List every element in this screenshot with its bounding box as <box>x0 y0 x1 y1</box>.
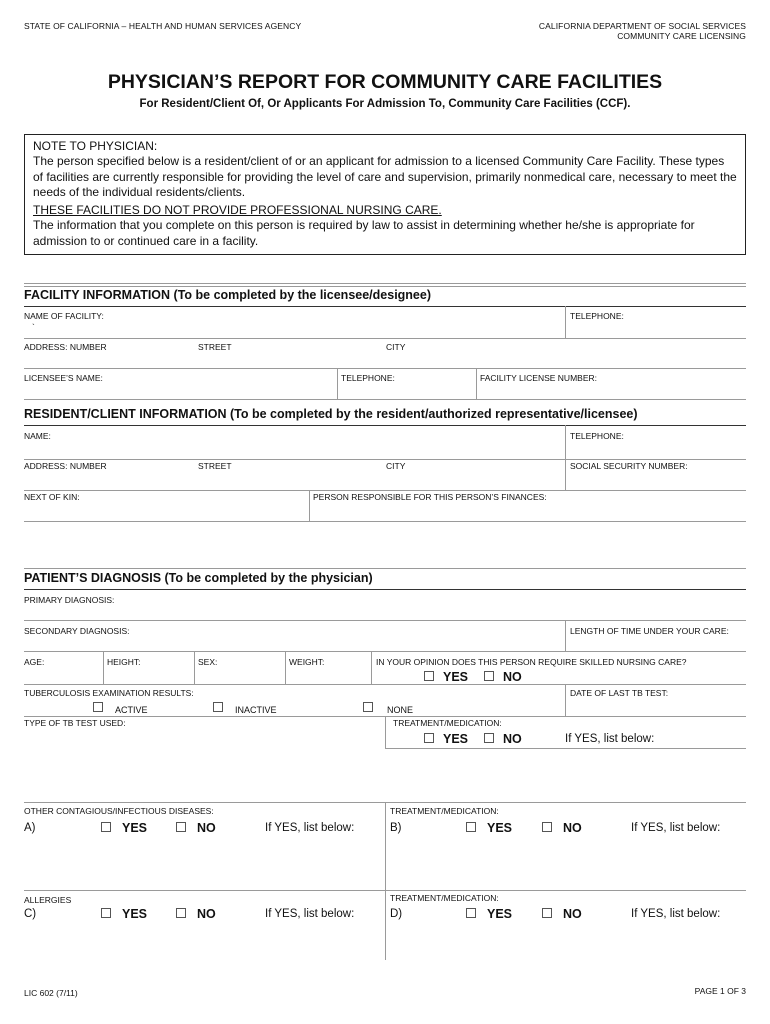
resident-telephone-label: TELEPHONE: <box>570 431 624 441</box>
secondary-diagnosis-label: SECONDARY DIAGNOSIS: <box>24 626 130 636</box>
resident-address-field[interactable] <box>24 461 564 489</box>
tb-inactive-checkbox[interactable] <box>213 702 223 712</box>
contagious-diseases-label: OTHER CONTAGIOUS/INFECTIOUS DISEASES: <box>24 806 214 816</box>
facility-address-number-label: ADDRESS: NUMBER <box>24 342 107 352</box>
primary-diagnosis-field[interactable] <box>24 591 746 619</box>
age-label: AGE: <box>24 657 45 667</box>
note-warning: THESE FACILITIES DO NOT PROVIDE PROFESSIONAL NURSING CARE. <box>33 203 442 218</box>
facility-address-field[interactable] <box>24 340 746 368</box>
note-heading: NOTE TO PHYSICIAN: <box>33 139 158 153</box>
contagious-treatment-if-yes-label: If YES, list below: <box>631 822 721 834</box>
tb-treatment-no-checkbox[interactable] <box>484 733 494 743</box>
facility-name-label: NAME OF FACILITY: <box>24 311 104 321</box>
tb-results-label: TUBERCULOSIS EXAMINATION RESULTS: <box>24 688 194 698</box>
tb-test-type-label: TYPE OF TB TEST USED: <box>24 718 126 728</box>
allergies-treatment-yes-checkbox[interactable] <box>466 908 476 918</box>
tb-date-label: DATE OF LAST TB TEST: <box>570 688 669 698</box>
contagious-treatment-no-checkbox[interactable] <box>542 822 552 832</box>
facility-name-field[interactable] <box>24 308 564 338</box>
department-line: CALIFORNIA DEPARTMENT OF SOCIAL SERVICES <box>538 21 746 31</box>
tb-treatment-label: TREATMENT/MEDICATION: <box>393 718 502 728</box>
allergies-no-checkbox[interactable] <box>176 908 186 918</box>
resident-street-label: STREET <box>198 461 232 471</box>
contagious-no-checkbox[interactable] <box>176 822 186 832</box>
resident-name-field[interactable] <box>24 427 564 457</box>
tb-if-yes-label: If YES, list below: <box>565 733 655 745</box>
licensee-telephone-label: TELEPHONE: <box>341 373 395 383</box>
tb-active-checkbox[interactable] <box>93 702 103 712</box>
note-to-physician <box>24 134 746 255</box>
allergies-list-field[interactable] <box>24 924 384 960</box>
allergies-yes-checkbox[interactable] <box>101 908 111 918</box>
item-d-label: D) <box>390 908 403 920</box>
agency-header: STATE OF CALIFORNIA – HEALTH AND HUMAN SERVICES AGENCY <box>24 21 302 31</box>
form-id: LIC 602 (7/11) <box>24 988 78 998</box>
skilled-nursing-question: IN YOUR OPINION DOES THIS PERSON REQUIRE SKILLED NURSING CARE? <box>376 657 687 667</box>
contagious-no-label: NO <box>197 821 216 835</box>
contagious-if-yes-label: If YES, list below: <box>265 822 355 834</box>
contagious-treatment-label: TREATMENT/MEDICATION: <box>390 806 499 816</box>
ssn-field[interactable] <box>566 461 746 489</box>
item-b-label: B) <box>390 822 402 834</box>
ssn-label: SOCIAL SECURITY NUMBER: <box>570 461 688 471</box>
secondary-diagnosis-field[interactable] <box>24 622 564 650</box>
department-header <box>539 21 746 41</box>
contagious-yes-label: YES <box>122 821 148 835</box>
licensee-telephone-field[interactable] <box>338 370 475 398</box>
diagnosis-section-title: PATIENT’S DIAGNOSIS (To be completed by the physician) <box>24 571 373 585</box>
resident-name-label: NAME: <box>24 431 51 441</box>
tb-treatment-yes-label: YES <box>443 732 469 746</box>
finances-label: PERSON RESPONSIBLE FOR THIS PERSON’S FINANCES: <box>313 492 547 502</box>
weight-label: WEIGHT: <box>289 657 325 667</box>
allergies-treatment-label: TREATMENT/MEDICATION: <box>390 893 499 903</box>
height-field[interactable] <box>104 653 193 683</box>
next-of-kin-label: NEXT OF KIN: <box>24 492 80 502</box>
skilled-nursing-no-label: NO <box>503 670 522 684</box>
contagious-yes-checkbox[interactable] <box>101 822 111 832</box>
resident-address-number-label: ADDRESS: NUMBER <box>24 461 107 471</box>
facility-city-label: CITY <box>386 342 406 352</box>
resident-city-label: CITY <box>386 461 406 471</box>
licensee-name-label: LICENSEE’S NAME: <box>24 373 103 383</box>
age-field[interactable] <box>24 653 102 683</box>
allergies-treatment-no-checkbox[interactable] <box>542 908 552 918</box>
tb-test-type-field[interactable] <box>24 730 384 746</box>
contagious-treatment-no-label: NO <box>563 821 582 835</box>
length-of-care-field[interactable] <box>566 622 746 650</box>
tb-treatment-yes-checkbox[interactable] <box>424 733 434 743</box>
resident-section-title: RESIDENT/CLIENT INFORMATION (To be completed by the resident/authorized representative/licensee) <box>24 407 638 421</box>
sex-label: SEX: <box>198 657 218 667</box>
form-title: PHYSICIAN’S REPORT FOR COMMUNITY CARE FACILITIES <box>107 71 663 93</box>
allergies-if-yes-label: If YES, list below: <box>265 908 355 920</box>
tb-none-label: NONE <box>387 705 414 715</box>
tb-none-checkbox[interactable] <box>363 702 373 712</box>
allergies-treatment-if-yes-label: If YES, list below: <box>631 908 721 920</box>
allergies-no-label: NO <box>197 907 216 921</box>
height-label: HEIGHT: <box>107 657 141 667</box>
finances-field[interactable] <box>310 492 746 520</box>
licensee-name-field[interactable] <box>24 370 336 398</box>
tb-active-label: ACTIVE <box>115 705 148 715</box>
note-paragraph-1: The person specified below is a resident/client of or an applicant for admission to a licensed Community Care Facility. These types of facilities are currently responsible for providing the level of care and supervision, primarily nonmedical care, necessary to meet the needs of the individual residents/clients. <box>33 154 737 199</box>
contagious-treatment-yes-label: YES <box>487 821 513 835</box>
note-paragraph-2: The information that you complete on this person is required by law to assist in determining whether he/she is appropriate for admission to or continued care in a facility. <box>33 218 695 248</box>
licensing-line: COMMUNITY CARE LICENSING <box>617 31 746 41</box>
resident-telephone-field[interactable] <box>566 427 746 457</box>
tb-treatment-no-label: NO <box>503 732 522 746</box>
form-subtitle: For Resident/Client Of, Or Applicants For Admission To, Community Care Facilities (CCF). <box>139 98 631 110</box>
page-number: PAGE 1 OF 3 <box>694 986 746 996</box>
facility-telephone-label: TELEPHONE: <box>570 311 624 321</box>
skilled-nursing-no-checkbox[interactable] <box>484 671 494 681</box>
item-c-label: C) <box>24 908 37 920</box>
license-number-label: FACILITY LICENSE NUMBER: <box>480 373 597 383</box>
allergies-treatment-no-label: NO <box>563 907 582 921</box>
facility-telephone-field[interactable] <box>566 308 746 338</box>
allergies-yes-label: YES <box>122 907 148 921</box>
item-a-label: A) <box>24 822 36 834</box>
skilled-nursing-yes-label: YES <box>443 670 469 684</box>
tb-treatment-list-field[interactable] <box>24 750 746 800</box>
facility-street-label: STREET <box>198 342 232 352</box>
allergies-label: ALLERGIES <box>24 895 72 905</box>
allergies-treatment-yes-label: YES <box>487 907 513 921</box>
skilled-nursing-yes-checkbox[interactable] <box>424 671 434 681</box>
stray-mark: ` <box>32 322 35 332</box>
weight-field[interactable] <box>286 653 370 683</box>
sex-field[interactable] <box>195 653 284 683</box>
primary-diagnosis-label: PRIMARY DIAGNOSIS: <box>24 595 115 605</box>
tb-date-field[interactable] <box>566 686 746 714</box>
contagious-treatment-yes-checkbox[interactable] <box>466 822 476 832</box>
next-of-kin-field[interactable] <box>24 492 308 520</box>
facility-section-title: FACILITY INFORMATION (To be completed by the licensee/designee) <box>24 288 432 302</box>
contagious-list-field[interactable] <box>24 838 384 888</box>
tb-inactive-label: INACTIVE <box>235 705 277 715</box>
allergies-treatment-list-field[interactable] <box>386 924 746 960</box>
length-of-care-label: LENGTH OF TIME UNDER YOUR CARE: <box>570 626 729 636</box>
contagious-treatment-list-field[interactable] <box>386 838 746 888</box>
license-number-field[interactable] <box>477 370 746 398</box>
